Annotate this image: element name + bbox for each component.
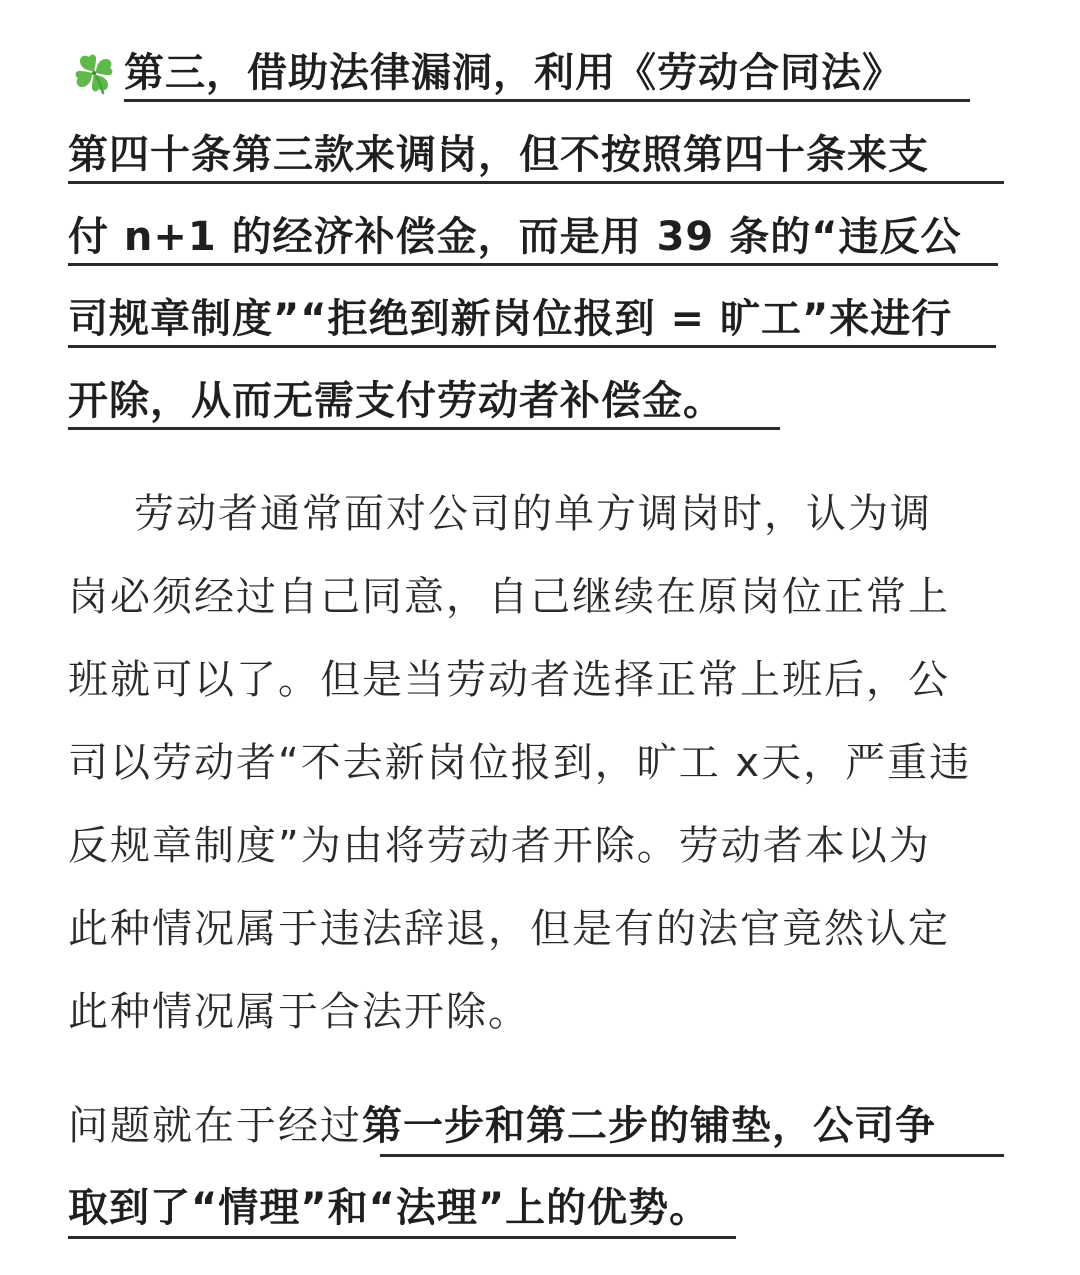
four-leaf-clover-icon <box>70 49 118 97</box>
underline-6 <box>380 1154 1004 1157</box>
paragraph-line-2: 岗必须经过自己同意，自己继续在原岗位正常上 <box>68 574 950 620</box>
paragraph-line-1: 劳动者通常面对公司的单方调岗时，认为调 <box>134 491 932 537</box>
conclusion-plain-text: 问题就在于经过 <box>68 1103 362 1149</box>
paragraph-line-4: 司以劳动者“不去新岗位报到，旷工 x天，严重违 <box>68 740 972 786</box>
conclusion-bold-text-1: 第一步和第二步的铺垫，公司争 <box>362 1103 936 1149</box>
heading-line-4: 司规章制度”“拒绝到新岗位报到 = 旷工”来进行 <box>68 296 953 342</box>
underline-2 <box>68 181 1004 184</box>
underline-3 <box>68 263 998 266</box>
paragraph-line-6: 此种情况属于违法辞退，但是有的法官竟然认定 <box>68 906 950 952</box>
paragraph-line-7: 此种情况属于合法开除。 <box>68 989 530 1035</box>
heading-line-5: 开除，从而无需支付劳动者补偿金。 <box>68 378 724 424</box>
paragraph-line-5: 反规章制度”为由将劳动者开除。劳动者本以为 <box>68 823 931 869</box>
underline-4 <box>68 345 996 348</box>
underline-7 <box>68 1236 736 1239</box>
underline-1 <box>124 99 970 102</box>
conclusion-bold-text-2: 取到了“情理”和“法理”上的优势。 <box>68 1185 711 1231</box>
heading-line-3: 付 n+1 的经济补偿金，而是用 39 条的“违反公 <box>68 214 962 260</box>
underline-5 <box>68 427 780 430</box>
heading-line-2: 第四十条第三款来调岗，但不按照第四十条来支 <box>68 132 929 178</box>
heading-line-1: 第三，借助法律漏洞，利用《劳动合同法》 <box>124 50 903 96</box>
paragraph-line-3: 班就可以了。但是当劳动者选择正常上班后，公 <box>68 657 950 703</box>
